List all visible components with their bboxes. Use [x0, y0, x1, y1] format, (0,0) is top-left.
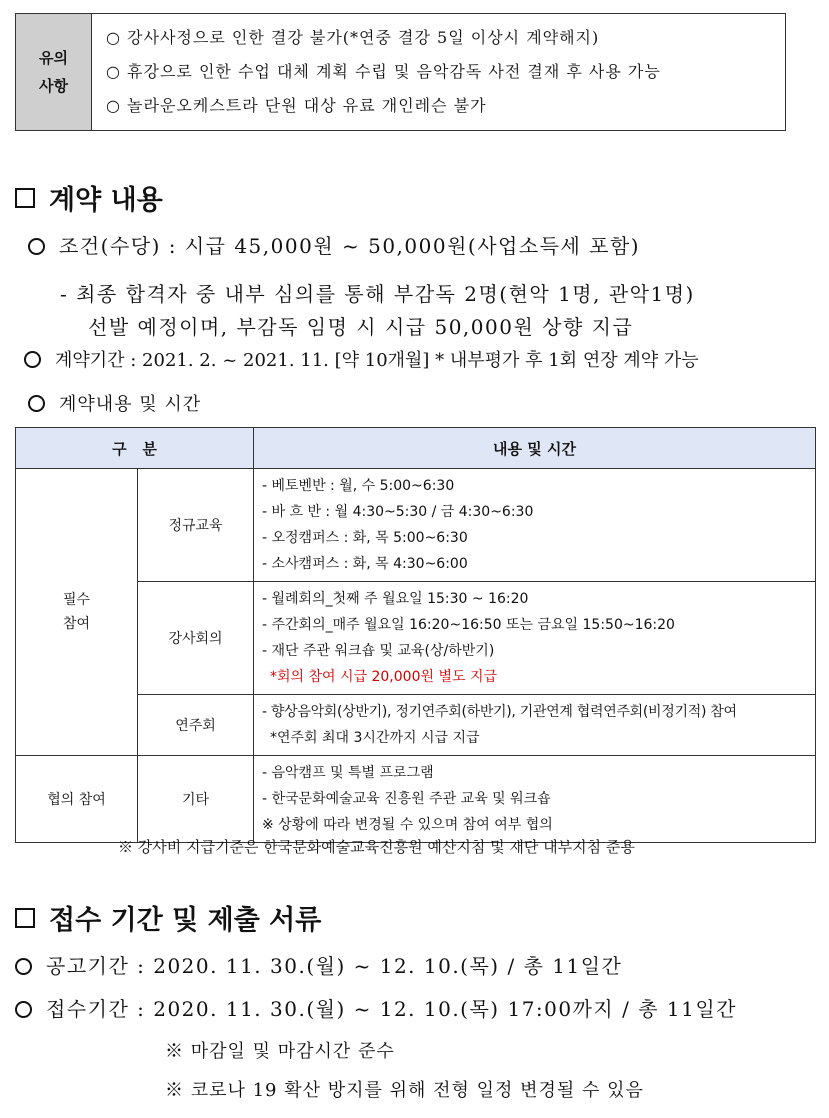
sub-teacher-meeting: 강사회의	[138, 582, 254, 695]
concert-content	[254, 695, 816, 756]
circle-bullet-icon	[28, 238, 45, 255]
table-row	[16, 756, 816, 843]
circle-bullet-icon	[15, 1001, 32, 1018]
deadline-note: ※ 마감일 및 마감시간 준수	[165, 1041, 395, 1062]
notice-period-text: 공고기간 : 2020. 11. 30.(월) ~ 12. 10.(목) / 총 11일간	[46, 954, 623, 978]
notice-item: ○ 놀라운오케스트라 단원 대상 유료 개인레슨 불가	[106, 96, 487, 115]
group-required-line2: 참여	[62, 616, 91, 632]
content-line: *연주회 최대 3시간까지 시급 지급	[270, 730, 480, 746]
content-time-line	[28, 390, 201, 416]
content-line: - 소사캠퍼스 : 화, 목 4:30~6:00	[262, 556, 468, 572]
application-title-text: 접수 기간 및 제출 서류	[49, 905, 322, 936]
regular-education-content	[254, 469, 816, 582]
square-bullet-icon	[15, 188, 35, 208]
content-line: - 오정캠퍼스 : 화, 목 5:00~6:30	[262, 530, 468, 546]
circle-bullet-icon	[15, 958, 32, 975]
other-content	[254, 756, 816, 843]
application-section-title	[15, 898, 321, 937]
table-header-row	[16, 428, 816, 469]
content-line: - 향상음악회(상반기), 정기연주회(하반기), 기관연계 협력연주회(비정기적) 참여	[262, 704, 737, 720]
contract-title-text: 계약 내용	[49, 185, 163, 216]
content-line: - 재단 주관 워크숍 및 교육(상/하반기)	[262, 643, 495, 659]
contract-section-title	[15, 178, 163, 217]
meeting-pay-note: *회의 참여 시급 20,000원 별도 지급	[270, 669, 498, 685]
notice-label	[16, 14, 92, 130]
sub-other: 기타	[138, 756, 254, 843]
notice-label-line2: 사항	[39, 77, 68, 95]
receipt-period-line	[15, 993, 737, 1022]
condition-note-1: - 최종 합격자 중 내부 심의를 통해 부감독 2명(현악 1명, 관악1명)	[60, 282, 695, 306]
content-line: - 월례회의_첫째 주 월요일 15:30 ~ 16:20	[262, 591, 529, 607]
group-required-line1: 필수	[62, 592, 91, 608]
schedule-table	[15, 427, 816, 843]
table-footnote: ※ 강사비 지급기준은 한국문화예술교육진흥원 예산지침 및 재단 내부지침 준용	[118, 838, 635, 856]
receipt-period-text: 접수기간 : 2020. 11. 30.(월) ~ 12. 10.(목) 17:00까지 / 총 11일간	[46, 997, 737, 1021]
sub-concert: 연주회	[138, 695, 254, 756]
circle-bullet-icon	[24, 351, 41, 368]
content-line: - 베토벤반 : 월, 수 5:00~6:30	[262, 478, 455, 494]
notice-item: ○ 강사사정으로 인한 결강 불가(*연중 결강 5일 이상시 계약해지)	[106, 28, 600, 47]
circle-bullet-icon	[28, 395, 45, 412]
notice-item: ○ 휴강으로 인한 수업 대체 계획 수립 및 음악감독 사전 결재 후 사용 가능	[106, 62, 661, 81]
square-bullet-icon	[15, 908, 35, 928]
sub-regular-education: 정규교육	[138, 469, 254, 582]
notice-period-line	[15, 950, 622, 979]
condition-text: 조건(수당) : 시급 45,000원 ~ 50,000원(사업소득세 포함)	[59, 234, 641, 258]
covid-note: ※ 코로나 19 확산 방지를 위해 전형 일정 변경될 수 있음	[165, 1080, 644, 1101]
table-row	[16, 469, 816, 582]
group-consult: 협의 참여	[16, 756, 138, 843]
header-category: 구 분	[16, 428, 254, 469]
notice-items	[92, 14, 785, 130]
condition-note-2: 선발 예정이며, 부감독 임명 시 시급 50,000원 상향 지급	[88, 315, 634, 339]
condition-line	[28, 230, 640, 259]
period-line	[24, 346, 699, 372]
notice-box	[15, 13, 786, 131]
content-time-text: 계약내용 및 시간	[59, 394, 202, 415]
content-line: - 한국문화예술교육 진흥원 주관 교육 및 워크숍	[262, 791, 551, 807]
group-required	[16, 469, 138, 756]
period-text: 계약기간 : 2021. 2. ~ 2021. 11. [약 10개월] * 내부평가 후 1회 연장 계약 가능	[55, 350, 699, 371]
teacher-meeting-content	[254, 582, 816, 695]
content-line: - 바 흐 반 : 월 4:30~5:30 / 금 4:30~6:30	[262, 504, 534, 520]
content-line: - 주간회의_매주 월요일 16:20~16:50 또는 금요일 15:50~16:20	[262, 617, 675, 633]
content-line: ※ 상황에 따라 변경될 수 있으며 참여 여부 협의	[262, 817, 553, 833]
header-content: 내용 및 시간	[254, 428, 816, 469]
notice-label-line1: 유의	[39, 49, 68, 67]
content-line: - 음악캠프 및 특별 프로그램	[262, 765, 434, 781]
